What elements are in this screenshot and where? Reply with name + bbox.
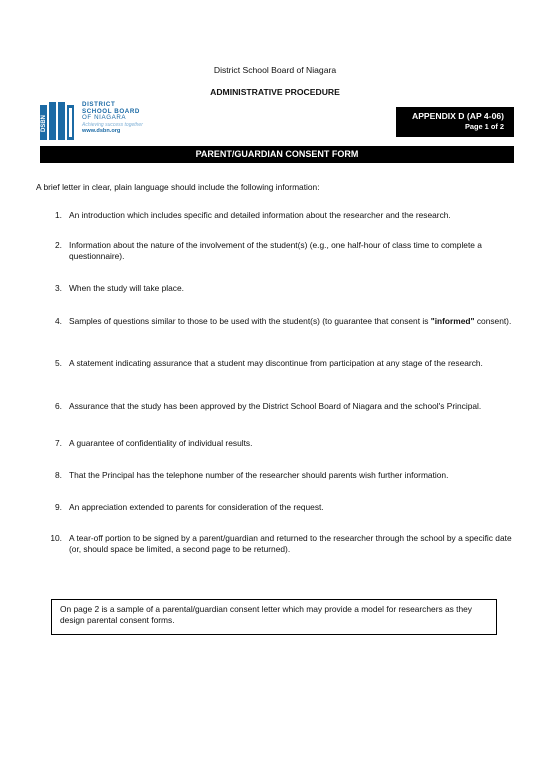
form-title: PARENT/GUARDIAN CONSENT FORM: [40, 146, 514, 163]
list-item-number: 8.: [55, 470, 62, 480]
logo-url: www.dsbn.org: [82, 127, 121, 134]
procedure-heading: ADMINISTRATIVE PROCEDURE: [210, 87, 340, 97]
list-item-number: 3.: [55, 283, 62, 293]
list-item-text: A guarantee of confidentiality of individual results.: [69, 438, 253, 448]
list-item-text-part: consent).: [474, 316, 512, 326]
list-item-text: Assurance that the study has been approved by the District School Board of Niagara and the school's Principal.: [69, 401, 482, 411]
list-item-text: An appreciation extended to parents for consideration of the request.: [69, 502, 324, 512]
sample-letter-note: On page 2 is a sample of a parental/guardian consent letter which may provide a model for researchers as they design parental consent forms.: [51, 599, 497, 635]
list-item-text: That the Principal has the telephone number of the researcher should parents wish further information.: [69, 470, 449, 480]
dsbn-logo: [40, 102, 158, 142]
appendix-page: Page 1 of 2: [464, 122, 504, 131]
logo-line-district: DISTRICT: [82, 101, 116, 108]
informed-emphasis: "informed": [430, 316, 475, 326]
list-item-number: 9.: [55, 502, 62, 512]
intro-text: A brief letter in clear, plain language should include the following information:: [36, 182, 320, 192]
appendix-box: [396, 107, 514, 137]
list-item-text: A statement indicating assurance that a student may discontinue from participation at any stage of the research.: [69, 358, 483, 368]
list-item-text: [69, 316, 516, 327]
list-item-number: 4.: [55, 316, 62, 326]
list-item-number: 10.: [50, 533, 62, 543]
list-item-text: A tear-off portion to be signed by a parent/guardian and returned to the researcher through the school by a specific date (or, should space be limited, a second page to be returned).: [69, 533, 512, 555]
logo-wordmark: [82, 102, 162, 135]
list-item-text-part: Samples of questions similar to those to be used with the student(s) (to guarantee that consent is: [69, 316, 431, 326]
logo-tagline: Achieving success together: [82, 121, 143, 128]
organization-name: District School Board of Niagara: [213, 65, 337, 75]
list-item-text: An introduction which includes specific and detailed information about the researcher and the research.: [69, 210, 451, 220]
dsbn-logo-mark: [40, 102, 78, 140]
appendix-title: APPENDIX D (AP 4-06): [411, 111, 504, 121]
list-item-number: 5.: [55, 358, 62, 368]
list-item-number: 2.: [55, 240, 62, 250]
logo-mark-text: DSBN: [41, 114, 47, 132]
list-item-text: When the study will take place.: [69, 283, 184, 293]
list-item-number: 7.: [55, 438, 62, 448]
list-item-number: 1.: [55, 210, 62, 220]
list-item-number: 6.: [55, 401, 62, 411]
list-item-text: Information about the nature of the involvement of the student(s) (e.g., one half-hour of class time to complete a questionnaire).: [69, 240, 482, 262]
logo-line-school-board: SCHOOL BOARD: [82, 107, 140, 115]
logo-line-niagara: OF NIAGARA: [82, 114, 127, 122]
